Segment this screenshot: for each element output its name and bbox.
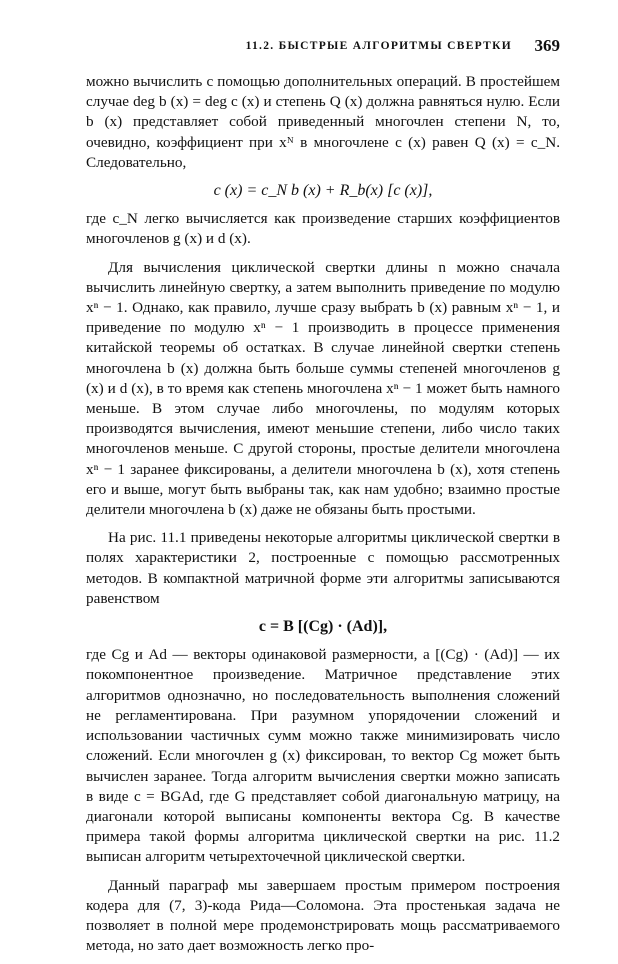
paragraph-3: Для вычисления циклической свертки длины n можно сначала вычислить линейную свертку, а затем выполнить приведение по модулю xⁿ − 1. Однако, как правило, лучше сразу выбрать b (x) равным xⁿ − 1, и приведение по модулю xⁿ − 1 производить в процессе применения китайской теоремы об остатках. В случае линейной свертки степень многочлена b (x) должна быть больше суммы степеней многочленов g (x) и d (x), в то время как степень многочлена xⁿ − 1 может быть намного меньше. В этом случае либо многочлены, по модулям которых производятся вычисления, имеют меньшие степени, либо число таких многочленов меньше. С другой стороны, простые делители многочлена xⁿ − 1 заранее фиксированы, а делители многочлена b (x), хотя степень его и выше, могут быть выбраны так, как нам удобно; взаимно простые делители многочлена b (x) даже не обязаны быть простыми. [86,258,560,519]
paragraph-6: Данный параграф мы завершаем простым примером построения кодера для (7, 3)-кода Рида—Соломона. Эта простенькая задача не позволяет в полной мере продемонстрировать мощь рассматриваемого метода, но зато дает возможность легко про- [86,876,560,955]
body-text [86,72,560,964]
paragraph-2: где c_N легко вычисляется как произведение старших коэффициентов многочленов g (x) и d (x). [86,210,560,248]
paragraph-4: На рис. 11.1 приведены некоторые алгоритмы циклической свертки в полях характеристики 2, построенные с помощью рассмотренных методов. В компактной матричной форме эти алгоритмы записываются равенством [86,529,560,607]
running-head: 11.2. БЫСТРЫЕ АЛГОРИТМЫ СВЕРТКИ [245,40,512,52]
paragraph-1: можно вычислить с помощью дополнительных операций. В простейшем случае deg b (x) = deg c (x) и степень Q (x) должна равняться нулю. Если b (x) представляет собой приведенный многочлен степени N, то, очевидно, коэффициент при xᴺ в многочлене c (x) равен Q (x) = c_N. Следовательно, [86,73,560,171]
page-number: 369 [534,36,560,55]
formula-2: c = B [(Cg) · (Ad)], [258,618,388,636]
paragraph-5: где Cg и Ad — векторы одинаковой размерности, а [(Cg) · (Ad)] — их покомпонентное произведение. Матричное представление этих алгоритмов однозначно, но последовательность выполнения сложений не регламентирована. При разумном упорядочении сложений и использовании частичных сумм можно также минимизировать число сложений. Если многочлен g (x) фиксирован, то вектор Cg может быть вычислен заранее. Тогда алгоритм вычисления свертки можно записать в виде c = BGAd, где G представляет собой диагональную матрицу, на диагонали которой выписаны компоненты вектора Cg. В качестве примера такой формы алгоритма циклической свертки на рис. 11.2 выписан алгоритм четырехточечной циклической свертки. [86,646,560,866]
page-header [92,36,560,56]
formula-1: c (x) = c_N b (x) + R_b(x) [c (x)], [213,182,433,200]
